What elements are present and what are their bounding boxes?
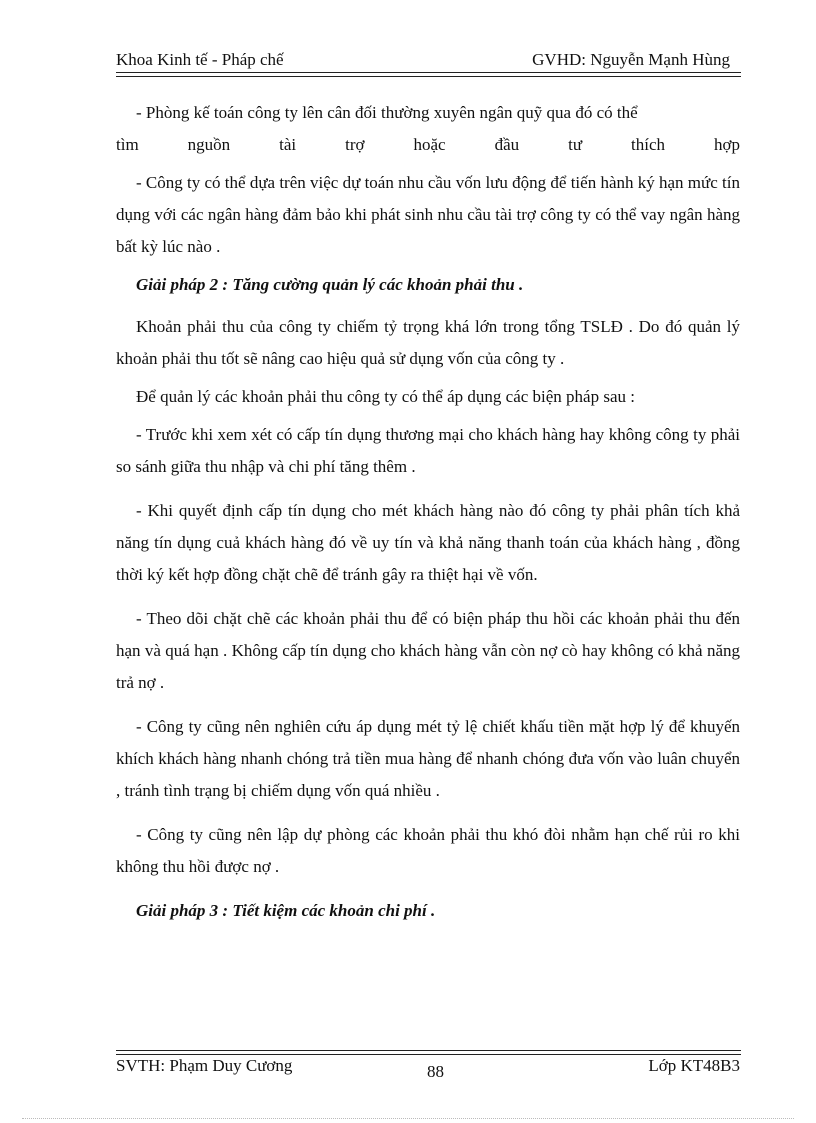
paragraph-5: - Trước khi xem xét có cấp tín dụng thương mại cho khách hàng hay không công ty phải so sánh giữa thu nhập và chi phí tăng thêm . xyxy=(116,425,740,476)
word: hợp xyxy=(714,135,740,154)
word: thích xyxy=(631,135,666,154)
document-body xyxy=(116,97,740,927)
word: tư xyxy=(568,135,583,154)
paragraph-6: - Khi quyết định cấp tín dụng cho mét khách hàng nào đó công ty phải phân tích khả năng tín dụng cuả khách hàng đó về uy tín và khả năng thanh toán của khách hàng , đồng thời ký kết hợp đồng chặt chẽ để tránh gây ra thiệt hại về vốn. xyxy=(116,501,740,584)
word: hoặc xyxy=(413,135,446,154)
paragraph-7: - Theo dõi chặt chẽ các khoản phải thu để có biện pháp thu hồi các khoản phải thu đến hạn và quá hạn . Không cấp tín dụng cho khách hàng vẫn còn nợ cò hay không có khả năng trả nợ . xyxy=(116,609,740,692)
student-name: SVTH: Phạm Duy Cương xyxy=(116,1056,293,1075)
section-heading-3: Giải pháp 3 : Tiết kiệm các khoản chi phí . xyxy=(136,901,436,920)
word: tài xyxy=(279,135,297,154)
header-divider xyxy=(116,72,741,77)
page-number: 88 xyxy=(427,1062,444,1081)
supervisor-name: GVHD: Nguyễn Mạnh Hùng xyxy=(532,50,730,69)
paragraph-1-line-2 xyxy=(116,129,740,161)
paragraph-2: - Công ty có thể dựa trên việc dự toán nhu cầu vốn lưu động để tiến hành ký hạn mức tín dụng với các ngân hàng đảm bảo khi phát sinh nhu cầu tài trợ công ty có thể vay ngân hàng bất kỳ lúc nào . xyxy=(116,173,740,256)
word: đầu xyxy=(494,135,520,154)
paragraph-1-line-1: - Phòng kế toán công ty lên cân đối thường xuyên ngân quỹ qua đó có thể xyxy=(136,103,638,122)
paragraph-4: Để quản lý các khoản phải thu công ty có thể áp dụng các biện pháp sau : xyxy=(136,387,635,406)
word: nguồn xyxy=(187,135,231,154)
word: tìm xyxy=(116,135,139,154)
paragraph-3: Khoản phải thu của công ty chiếm tỷ trọng khá lớn trong tổng TSLĐ . Do đó quản lý khoản phải thu tốt sẽ nâng cao hiệu quả sử dụng vốn của công ty . xyxy=(116,317,740,368)
paragraph-8: - Công ty cũng nên nghiên cứu áp dụng mét tỷ lệ chiết khấu tiền mặt hợp lý để khuyến khích khách hàng nhanh chóng trả tiền mua hàng để nhanh chóng đưa vốn vào luân chuyển , tránh tình trạng bị chiếm dụng vốn quá nhiều . xyxy=(116,717,740,800)
page-edge-guide xyxy=(22,1118,794,1119)
class-code: Lớp KT48B3 xyxy=(648,1056,740,1075)
page-footer xyxy=(116,1053,740,1083)
page-header xyxy=(116,48,740,72)
faculty-name: Khoa Kinh tế - Pháp chế xyxy=(116,50,284,69)
paragraph-9: - Công ty cũng nên lập dự phòng các khoản phải thu khó đòi nhằm hạn chế rủi ro khi không thu hồi được nợ . xyxy=(116,825,740,876)
word: trợ xyxy=(345,135,365,154)
section-heading-2: Giải pháp 2 : Tăng cường quản lý các khoản phải thu . xyxy=(136,275,524,294)
